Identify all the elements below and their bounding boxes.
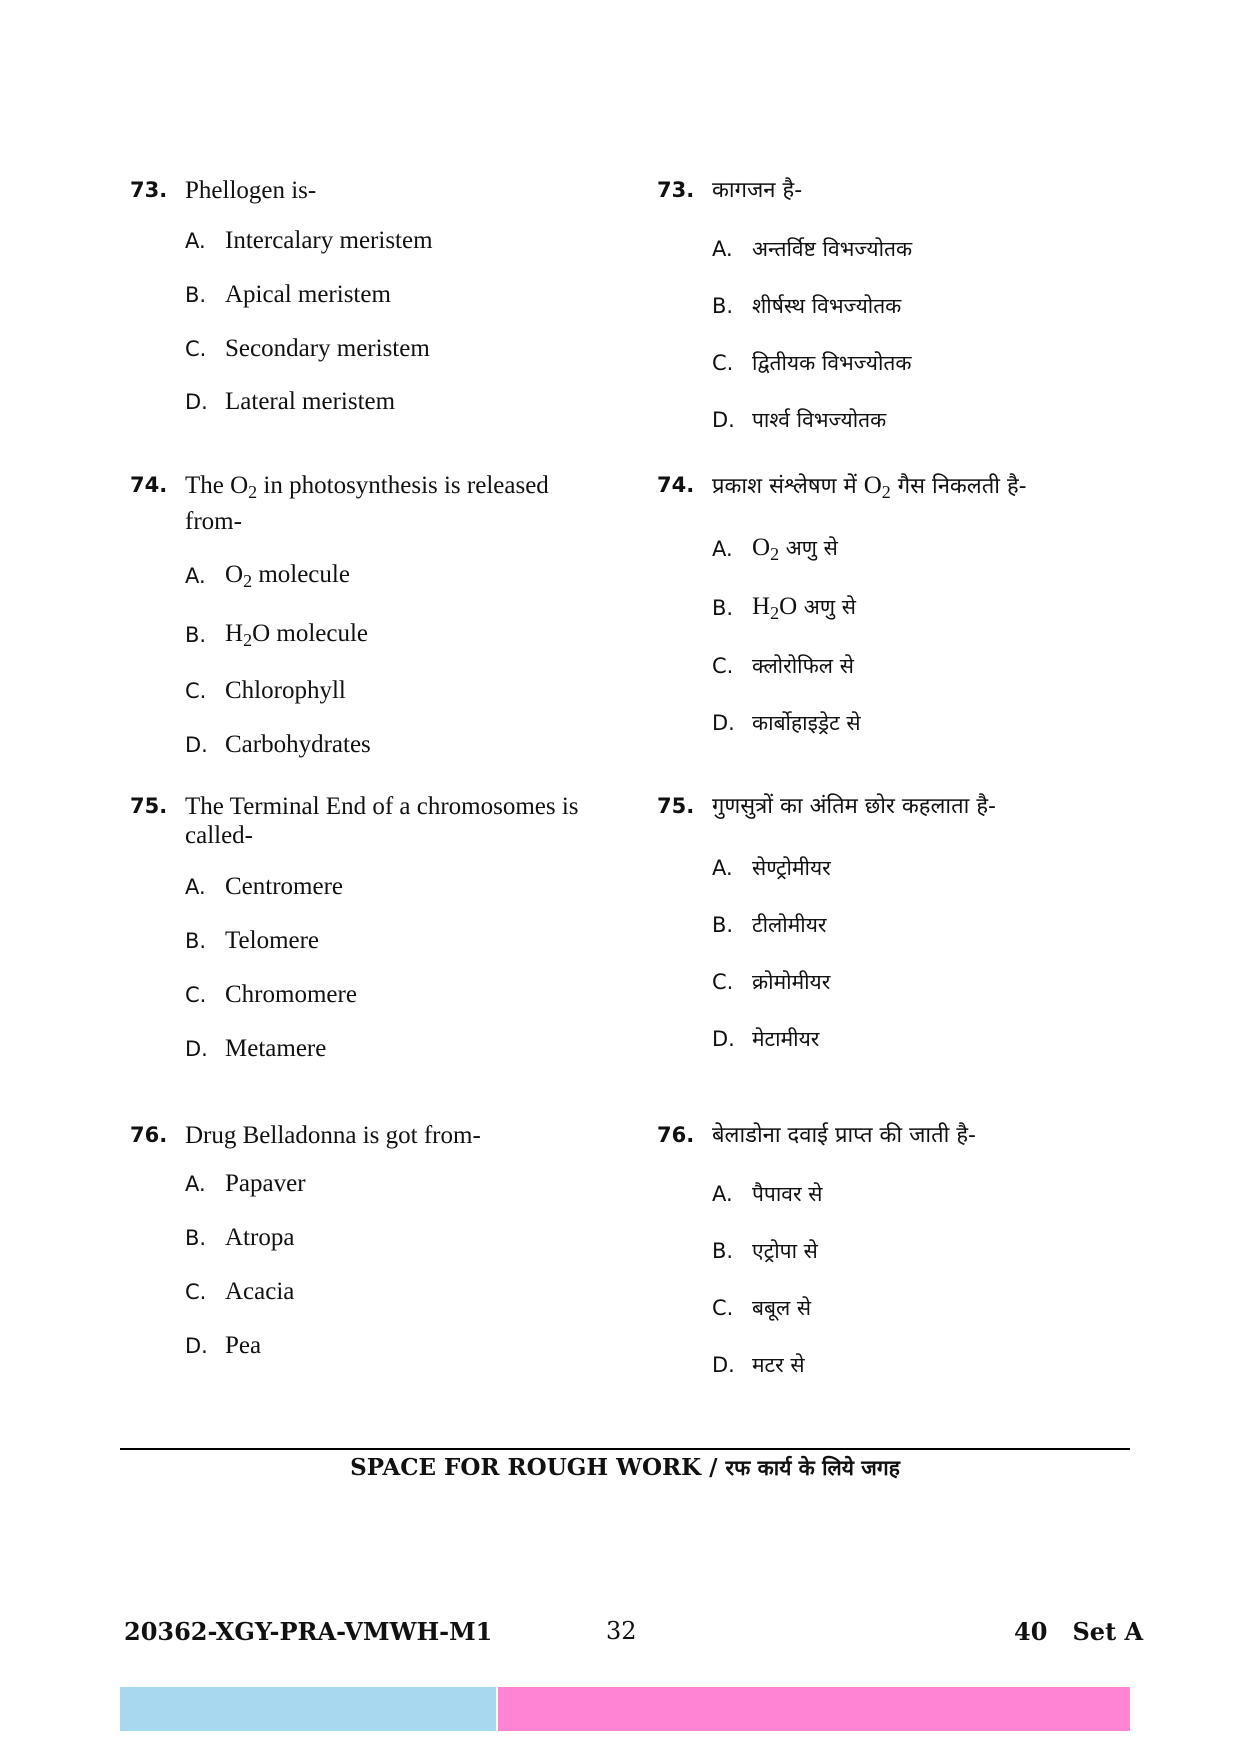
option-text: Chromomere — [225, 981, 357, 1008]
option-label: C. — [185, 679, 207, 703]
option-c — [185, 1274, 294, 1310]
option-label: B. — [185, 929, 207, 953]
option-text: Secondary meristem — [225, 335, 430, 362]
option-text: Chlorophyll — [225, 677, 346, 704]
set-label: 40 Set A — [1014, 1617, 1144, 1646]
option-label: A. — [185, 875, 206, 899]
option-label: A. — [712, 537, 733, 561]
option-text: $O_2$ molecule — [225, 560, 350, 591]
option-b — [185, 617, 368, 653]
option-d — [712, 402, 886, 438]
question-text: प्रकाश संश्लेषण में $O_2$ गैस निकलती है- — [712, 472, 1027, 502]
option-label: C. — [712, 970, 734, 994]
option-c — [185, 673, 346, 709]
question-number: 76. — [130, 1123, 168, 1147]
option-b — [185, 1220, 294, 1256]
option-label: D. — [185, 390, 208, 414]
option-label: D. — [185, 1037, 208, 1061]
question-text-line2: from- — [185, 508, 242, 535]
option-label: B. — [712, 596, 734, 620]
option-label: D. — [185, 733, 208, 757]
option-label: B. — [185, 283, 207, 307]
option-b — [712, 1233, 818, 1269]
option-text: Pea — [225, 1332, 262, 1359]
option-text: बबूल से — [752, 1296, 812, 1320]
option-label: A. — [712, 856, 733, 880]
option-label: B. — [712, 1239, 734, 1263]
rough-work-heading — [120, 1454, 1130, 1482]
option-text: Acacia — [225, 1278, 295, 1305]
option-label: C. — [185, 983, 207, 1007]
option-text: अन्तर्विष्ट विभज्योतक — [752, 237, 913, 261]
option-d — [185, 727, 371, 763]
question-number: 73. — [657, 178, 695, 202]
question-number: 75. — [130, 794, 168, 818]
option-text: Papaver — [225, 1170, 306, 1197]
option-label: C. — [185, 1280, 207, 1304]
option-c — [712, 1290, 811, 1326]
question-number: 76. — [657, 1123, 695, 1147]
option-label: A. — [712, 1182, 733, 1206]
question-text: The Terminal End of a chromosomes is — [185, 793, 579, 820]
option-text: एट्रोपा से — [752, 1239, 818, 1263]
option-a — [712, 531, 838, 567]
question-text: गुणसुत्रों का अंतिम छोर कहलाता है- — [712, 794, 996, 819]
option-text: पैपावर से — [752, 1182, 823, 1206]
option-text: Centromere — [225, 873, 344, 900]
question-number: 74. — [130, 473, 168, 497]
option-label: D. — [712, 1027, 735, 1051]
option-text: टीलोमीयर — [752, 913, 827, 937]
option-b — [185, 277, 391, 313]
option-text: Intercalary meristem — [225, 227, 433, 254]
question-text: बेलाडोना दवाई प्राप्त की जाती है- — [712, 1123, 976, 1148]
question-text: The $O_2$ in photosynthesis is released — [185, 472, 549, 502]
option-d — [712, 1021, 819, 1057]
option-b — [712, 907, 826, 943]
option-text: $H_2O$ अणु से — [752, 592, 856, 623]
rough-work-en: SPACE FOR ROUGH WORK / — [350, 1454, 726, 1481]
option-text: द्वितीयक विभज्योतक — [752, 351, 912, 375]
option-text: पार्श्व विभज्योतक — [752, 408, 887, 432]
option-text: Metamere — [225, 1035, 327, 1062]
option-label: C. — [712, 351, 734, 375]
rough-work-hi: रफ कार्य के लिये जगह — [725, 1456, 900, 1480]
option-label: B. — [712, 294, 734, 318]
option-label: D. — [185, 1334, 208, 1358]
option-label: D. — [712, 408, 735, 432]
option-text: $H_2O$ molecule — [225, 619, 368, 650]
option-text: Telomere — [225, 927, 320, 954]
option-label: B. — [185, 623, 207, 647]
option-text: Carbohydrates — [225, 731, 371, 758]
option-c — [185, 977, 357, 1013]
option-text: $O_2$ अणु से — [752, 533, 838, 564]
footer-bar-blue — [120, 1687, 496, 1731]
option-text: क्रोमोमीयर — [752, 970, 831, 994]
option-label: D. — [712, 711, 735, 735]
option-text: शीर्षस्थ विभज्योतक — [752, 294, 902, 318]
option-d — [712, 705, 861, 741]
question-number: 74. — [657, 473, 695, 497]
option-a — [712, 850, 831, 886]
option-text: Atropa — [225, 1224, 295, 1251]
paper-code: 20362-XGY-PRA-VMWH-M1 — [124, 1617, 493, 1646]
option-label: D. — [712, 1353, 735, 1377]
option-label: A. — [712, 237, 733, 261]
option-a — [185, 223, 433, 259]
option-c — [185, 331, 430, 367]
option-text: सेण्ट्रोमीयर — [752, 856, 831, 880]
option-c — [712, 648, 854, 684]
option-b — [712, 590, 856, 626]
question-number: 75. — [657, 794, 695, 818]
option-text: कार्बोहाइड्रेट से — [752, 711, 861, 735]
page-number: 32 — [606, 1617, 637, 1645]
option-label: A. — [185, 564, 206, 588]
option-c — [712, 345, 912, 381]
option-label: C. — [712, 1296, 734, 1320]
option-a — [185, 869, 343, 905]
option-text: मटर से — [752, 1353, 805, 1377]
option-a — [712, 231, 912, 267]
option-text: क्लोरोफिल से — [752, 654, 854, 678]
option-label: A. — [185, 229, 206, 253]
question-number: 73. — [130, 178, 168, 202]
option-label: B. — [185, 1226, 207, 1250]
option-label: B. — [712, 913, 734, 937]
option-b — [185, 923, 319, 959]
question-text: कागजन है- — [712, 178, 803, 203]
option-a — [185, 558, 350, 594]
option-a — [185, 1166, 306, 1202]
option-d — [185, 1031, 326, 1067]
option-b — [712, 288, 901, 324]
option-d — [185, 384, 395, 420]
option-text: Lateral meristem — [225, 388, 396, 415]
option-text: मेटामीयर — [752, 1027, 820, 1051]
divider-line — [120, 1448, 1130, 1450]
option-d — [185, 1328, 261, 1364]
option-a — [712, 1176, 822, 1212]
option-label: A. — [185, 1172, 206, 1196]
option-text: Apical meristem — [225, 281, 391, 308]
option-label: C. — [185, 337, 207, 361]
question-text: Phellogen is- — [185, 177, 317, 204]
question-text-line2: called- — [185, 822, 254, 849]
footer-bar-pink — [498, 1687, 1130, 1731]
question-text: Drug Belladonna is got from- — [185, 1122, 481, 1149]
option-d — [712, 1347, 805, 1383]
option-c — [712, 964, 830, 1000]
option-label: C. — [712, 654, 734, 678]
